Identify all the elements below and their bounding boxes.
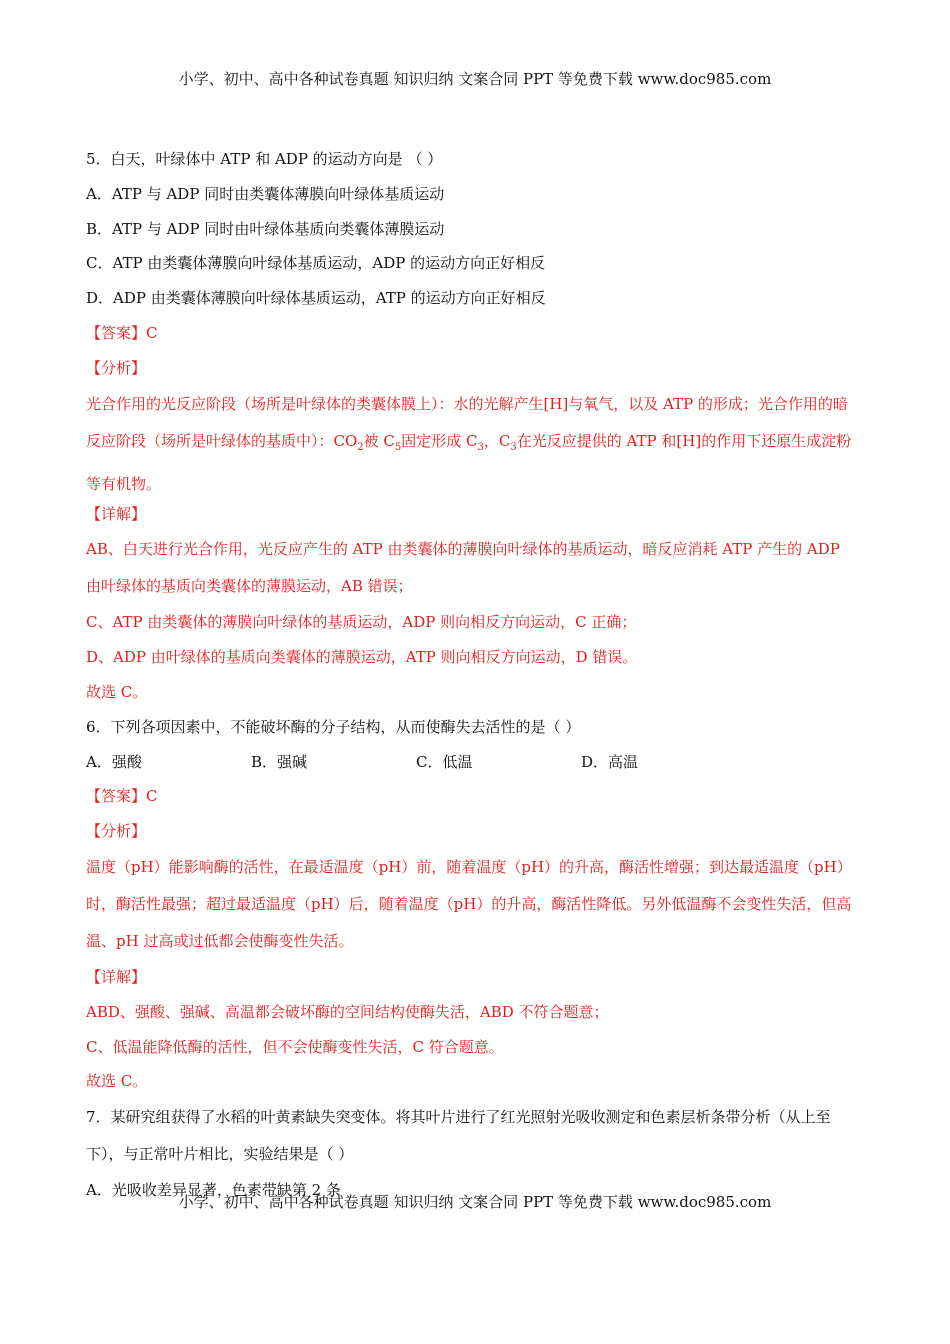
q6-option-c: C．低温 bbox=[416, 752, 473, 771]
question-5-stem: 5．白天，叶绿体中 ATP 和 ADP 的运动方向是 （ ） bbox=[86, 150, 443, 168]
q6-option-a: A．强酸 bbox=[86, 752, 142, 771]
question-6-stem: 6．下列各项因素中，不能破坏酶的分子结构，从而使酶失去活性的是（ ） bbox=[86, 717, 581, 736]
document-body bbox=[86, 142, 858, 1208]
question-7-stem: 7．某研究组获得了水稻的叶黄素缺失突变体。将其叶片进行了红光照射光吸收测定和色素层析条带分析（从上至下），与正常叶片相比，实验结果是（ ） bbox=[86, 1108, 831, 1164]
q6-detail-abd: ABD、强酸、强碱、高温都会破坏酶的空间结构使酶失活，ABD 不符合题意； bbox=[86, 1002, 609, 1021]
q7-option-a: A．光吸收差异显著，色素带缺第 2 条 bbox=[86, 1181, 341, 1200]
q5-analysis-text: 光合作用的光反应阶段（场所是叶绿体的类囊体膜上）：水的光解产生[H]与氧气，以及 ATP 的形成；光合作用的暗反应阶段（场所是叶绿体的基质中）：$CO_2$被 $C_5$固定形成 $C_3$，$C_3$在光反应提供的 ATP 和[H]的作用下还原生成淀粉等有机物。 bbox=[86, 394, 852, 493]
q5-detail-ab: AB、白天进行光合作用，光反应产生的 ATP 由类囊体的薄膜向叶绿体的基质运动，暗反应消耗 ATP 产生的 ADP 由叶绿体的基质向类囊体的薄膜运动，AB 错误； bbox=[86, 540, 840, 596]
q6-detail-c: C、低温能降低酶的活性，但不会使酶变性失活，C 符合题意。 bbox=[86, 1037, 504, 1056]
q5-detail-d: D、ADP 由叶绿体的基质向类囊体的薄膜运动，ATP 则向相反方向运动，D 错误。 bbox=[86, 648, 638, 667]
page-header: 小学、初中、高中各种试卷真题 知识归纳 文案合同 PPT 等免费下载 www.doc985.com bbox=[178, 70, 772, 88]
q5-answer: 【答案】C bbox=[86, 323, 158, 342]
q5-detail-c: C、ATP 由类囊体的薄膜向叶绿体的基质运动，ADP 则向相反方向运动，C 正确； bbox=[86, 613, 637, 632]
q5-conclusion: 故选 C。 bbox=[86, 682, 148, 701]
q6-option-d: D．高温 bbox=[581, 752, 639, 771]
q6-option-b: B．强碱 bbox=[251, 752, 308, 771]
q6-detail-label: 【详解】 bbox=[86, 967, 147, 986]
q6-answer: 【答案】C bbox=[86, 787, 158, 806]
page-footer: 小学、初中、高中各种试卷真题 知识归纳 文案合同 PPT 等免费下载 www.doc985.com bbox=[178, 1193, 772, 1211]
q5-analysis-label: 【分析】 bbox=[86, 358, 147, 377]
q5-option-b: B．ATP 与 ADP 同时由叶绿体基质向类囊体薄膜运动 bbox=[86, 219, 445, 238]
q5-option-c: C．ATP 由类囊体薄膜向叶绿体基质运动，ADP 的运动方向正好相反 bbox=[86, 254, 546, 273]
q6-analysis-label: 【分析】 bbox=[86, 822, 147, 841]
q6-analysis-text: 温度（pH）能影响酶的活性，在最适温度（pH）前，随着温度（pH）的升高，酶活性增强；到达最适温度（pH）时，酶活性最强；超过最适温度（pH）后，随着温度（pH）的升高，酶活性降低。另外低温酶不会变性失活，但高温、pH 过高或过低都会使酶变性失活。 bbox=[86, 857, 852, 950]
q5-option-d: D．ADP 由类囊体薄膜向叶绿体基质运动，ATP 的运动方向正好相反 bbox=[86, 289, 546, 308]
q5-detail-label: 【详解】 bbox=[86, 504, 147, 523]
q5-option-a: A．ATP 与 ADP 同时由类囊体薄膜向叶绿体基质运动 bbox=[86, 184, 445, 203]
q6-options bbox=[86, 745, 858, 780]
q6-conclusion: 故选 C。 bbox=[86, 1072, 148, 1091]
